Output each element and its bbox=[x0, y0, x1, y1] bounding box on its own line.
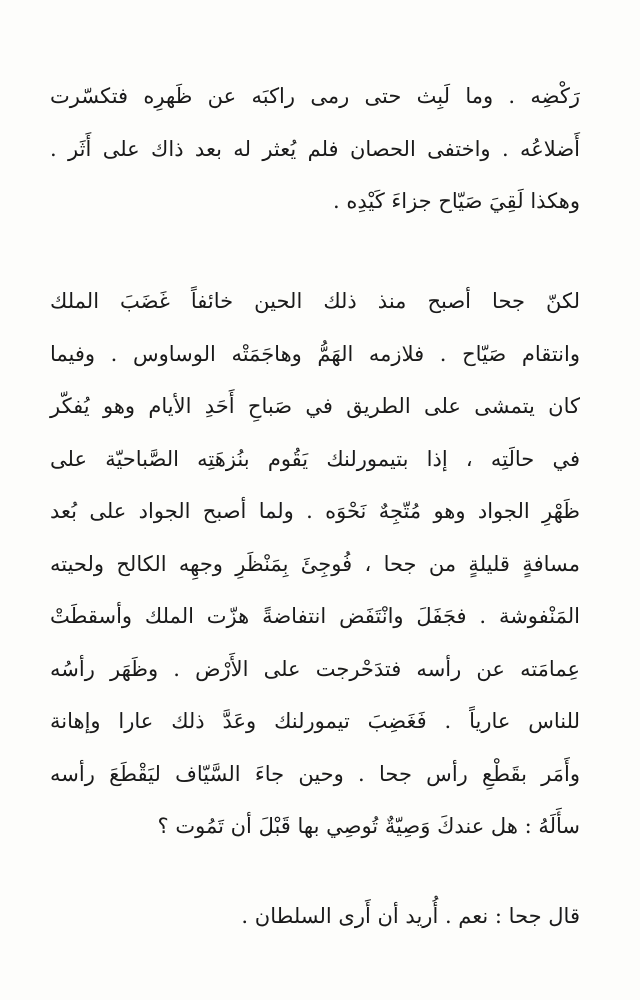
text-line: قال جحا : نعم . أُريد أن أَرى السلطان . bbox=[241, 904, 580, 928]
text-line: كان يتمشى على الطريق في صَباحِ أَحَدِ الأيام وهو يُفكّر bbox=[50, 394, 580, 418]
text-line: مسافةٍ قليلةٍ من جحا ، فُوجِئَ بِمَنْظَرِ وجهِه الكالح ولحيته bbox=[50, 551, 580, 576]
text-line: وانتقام صَيّاح . فلازمه الهَمُّ وهاجَمَتْه الوساوس . وفيما bbox=[50, 341, 580, 366]
text-line: سأَلَهُ : هل عندكَ وَصِيّةٌ تُوصِي بها قَبْلَ أن تَمُوت ؟ bbox=[157, 814, 580, 838]
text-line: وهكذا لَقِيَ صَيّاح جزاءَ كَيْدِه . bbox=[332, 189, 580, 213]
text-line: أَضلاعُه . واختفى الحصان فلم يُعثر له بعد ذاك على أَثَر . bbox=[50, 136, 580, 161]
text-line: عِمامَته عن رأسه فتدَحْرجت على الأَرْض . وظَهَر رأسُه bbox=[50, 656, 580, 681]
paragraph-2 bbox=[50, 275, 580, 853]
text-line: وأَمَر بقَطْعِ رأس جحا . وحين جاءَ السَّيّاف ليَقْطَعَ رأسه bbox=[50, 761, 580, 786]
paragraph-3 bbox=[50, 890, 580, 943]
text-line: رَكْضِه . وما لَبِث حتى رمى راكبَه عن ظَهرِه فتكسّرت bbox=[50, 84, 580, 108]
text-line: لكنّ جحا أصبح منذ ذلك الحين خائفاً غَضَبَ الملك bbox=[50, 289, 580, 313]
paragraph-1 bbox=[50, 70, 580, 228]
text-line: في حالَتِه ، إذا بتيمورلنك يَقُوم بنُزهَتِه الصَّباحيّة على bbox=[50, 446, 580, 471]
text-line: المَنْفوشة . فجَفَلَ وانْتَفَض انتفاضةً هزّت الملك وأسقطَتْ bbox=[50, 604, 580, 628]
text-line: ظَهْرِ الجواد وهو مُتّجِهٌ نَحْوَه . ولما أصبح الجواد على بُعد bbox=[50, 499, 580, 523]
text-line: للناس عارياً . فَغَضِبَ تيمورلنك وعَدَّ ذلك عارا وإهانة bbox=[50, 709, 580, 733]
